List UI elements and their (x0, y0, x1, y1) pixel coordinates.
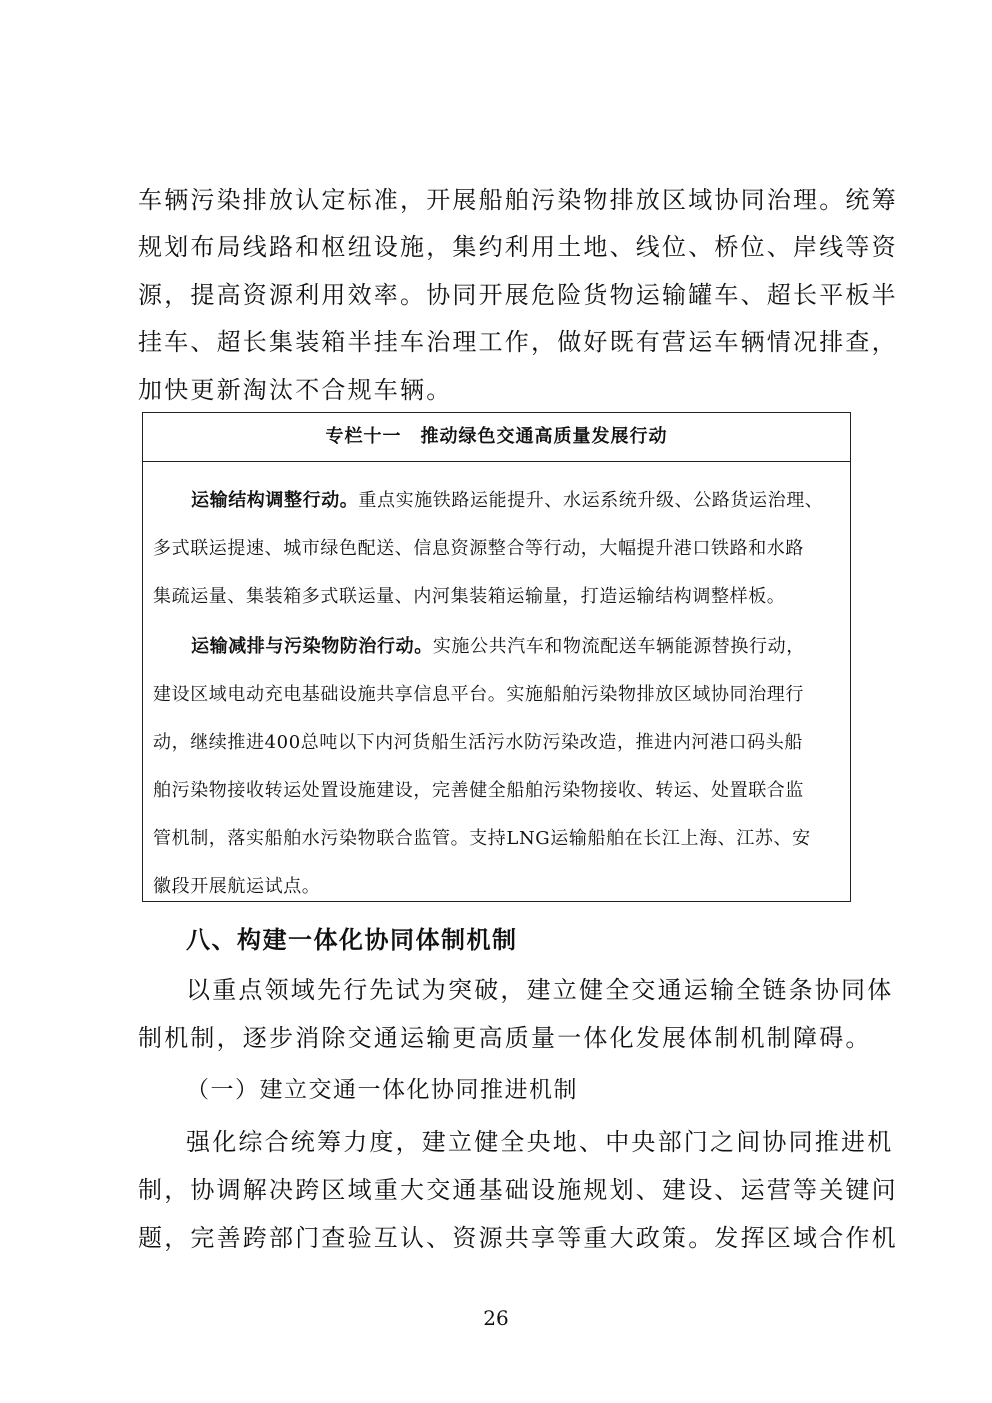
body-text-line: 车辆污染排放认定标准，开展船舶污染物排放区域协同治理。统筹 (138, 186, 898, 214)
body-text-line: 规划布局线路和枢纽设施，集约利用土地、线位、桥位、岸线等资 (138, 233, 898, 261)
box-text-line (191, 486, 823, 512)
page-number: 26 (483, 1306, 509, 1330)
box-item-text: 重点实施铁路运能提升、水运系统升级、公路货运治理、 (358, 490, 824, 511)
box-text-line: 动，继续推进400总吨以下内河货船生活污水防污染改造，推进内河港口码头船 (153, 732, 803, 753)
special-column-box (142, 412, 851, 902)
box-text-line: 舶污染物接收转运处置设施建设，完善健全船舶污染物接收、转运、处置联合监 (153, 780, 804, 801)
box-item-label: 运输减排与污染物防治行动。 (191, 636, 433, 657)
box-item-label: 运输结构调整行动。 (191, 490, 359, 511)
body-text-line: 以重点领域先行先试为突破，建立健全交通运输全链条协同体 (186, 976, 894, 1004)
box-text-line (191, 632, 805, 658)
body-text-line: 源，提高资源利用效率。协同开展危险货物运输罐车、超长平板半 (138, 281, 898, 309)
body-text-line: 强化综合统筹力度，建立健全央地、中央部门之间协同推进机 (186, 1128, 894, 1156)
box-text-line: 多式联运提速、城市绿色配送、信息资源整合等行动，大幅提升港口铁路和水路 (153, 538, 804, 559)
box-text-line: 徽段开展航运试点。 (153, 876, 321, 897)
body-text-line: 制，协调解决跨区域重大交通基础设施规划、建设、运营等关键问 (138, 1176, 898, 1204)
body-text-line: 挂车、超长集装箱半挂车治理工作，做好既有营运车辆情况排查， (138, 328, 898, 356)
body-text-line: 题，完善跨部门查验互认、资源共享等重大政策。发挥区域合作机 (138, 1224, 898, 1252)
subsection-heading: （一）建立交通一体化协同推进机制 (186, 1077, 578, 1103)
box-item-text: 实施公共汽车和物流配送车辆能源替换行动， (432, 636, 805, 657)
section-heading: 八、构建一体化协同体制机制 (186, 926, 518, 954)
body-text-line: 加快更新淘汰不合规车辆。 (138, 376, 453, 404)
special-column-title: 专栏十一 推动绿色交通高质量发展行动 (143, 413, 850, 462)
box-text-line: 集疏运量、集装箱多式联运量、内河集装箱运输量，打造运输结构调整样板。 (153, 586, 786, 607)
box-text-line: 建设区域电动充电基础设施共享信息平台。实施船舶污染物排放区域协同治理行 (153, 684, 804, 705)
box-text-line: 管机制，落实船舶水污染物联合监管。支持LNG运输船舶在长江上海、江苏、安 (153, 828, 811, 849)
body-text-line: 制机制，逐步消除交通运输更高质量一体化发展体制机制障碍。 (138, 1024, 872, 1052)
